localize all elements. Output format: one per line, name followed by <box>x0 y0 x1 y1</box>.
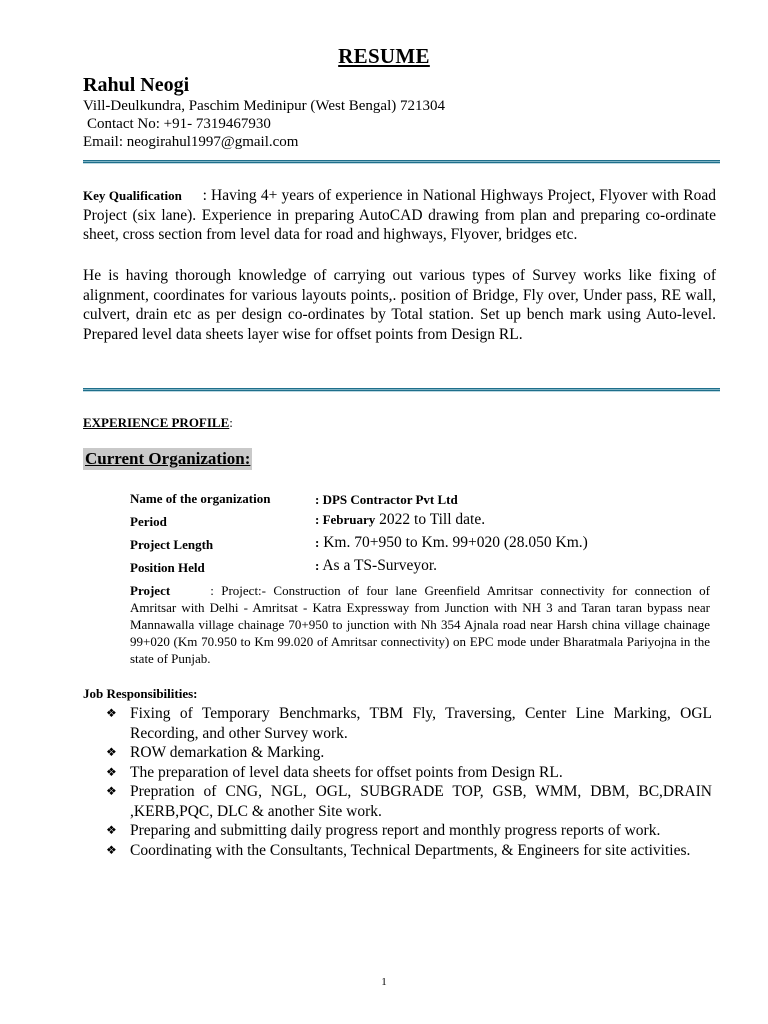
project-text: : Project:- Construction of four lane Greenfield Amritsar connectivity for connection of Amritsar with Delhi - Amritsat - Katra Expressway from Junction with NH 3 and Taran taran bypass near Mannawalla village chainage 70+950 to junction with Nh 354 Ajnala road near Harsh china village chainage 99+020 (Km 70.950 to Km 99.020 of Amritsar connectivity) on EPC mode under Bharatmala Pariyojna in the state of Punjab. <box>130 583 710 666</box>
section-divider <box>83 388 720 392</box>
position-held-value: : As a TS-Surveyor. <box>315 557 438 574</box>
position-held-label: Position Held <box>130 560 205 575</box>
bullet-diamond-icon: ❖ <box>106 745 117 759</box>
list-item: ❖ Prepration of CNG, NGL, OGL, SUBGRADE TOP, GSB, WMM, DBM, BC,DRAIN ,KERB,PQC, DLC & another Site work. <box>106 783 712 820</box>
project-length-label: Project Length <box>130 537 214 552</box>
position-held-bold: : <box>315 558 320 573</box>
page-number: 1 <box>381 976 387 988</box>
project-length-value: : Km. 70+950 to Km. 99+020 (28.050 Km.) <box>315 534 588 551</box>
experience-profile-colon: : <box>229 415 233 430</box>
period-label: Period <box>130 514 167 529</box>
email-line: Email: neogirahul1997@gmail.com <box>83 134 299 150</box>
current-organization-heading: Current Organization: <box>85 449 251 468</box>
list-item: ❖ The preparation of level data sheets for offset points from Design RL. <box>106 763 563 781</box>
bullet-diamond-icon: ❖ <box>106 764 117 779</box>
org-detail-row <box>130 511 730 533</box>
org-name-bold: : DPS Contractor Pvt Ltd <box>315 492 458 507</box>
list-item: ❖ Fixing of Temporary Benchmarks, TBM Fly, Traversing, Center Line Marking, OGL Recording, and other Survey work. <box>106 705 712 742</box>
list-item: ❖ ROW demarkation & Marking. <box>106 744 325 761</box>
candidate-name: Rahul Neogi <box>83 74 190 96</box>
address-line: Vill-Deulkundra, Paschim Medinipur (West Bengal) 721304 <box>83 98 445 114</box>
experience-profile-label: EXPERIENCE PROFILE <box>83 415 230 430</box>
bullet-diamond-icon: ❖ <box>106 784 117 798</box>
project-length-bold: : <box>315 535 320 550</box>
org-detail-row <box>130 557 730 579</box>
experience-profile-heading <box>83 415 233 431</box>
org-detail-row <box>130 534 730 556</box>
bullet-diamond-icon: ❖ <box>106 842 117 857</box>
org-detail-row <box>130 488 730 510</box>
contact-line: Contact No: +91- 7319467930 <box>87 116 271 132</box>
project-description <box>130 582 710 667</box>
list-item: ❖ Preparing and submitting daily progress report and monthly progress reports of work. <box>106 822 661 839</box>
job-responsibilities-heading: Job Responsibilities: <box>83 686 198 701</box>
key-qualification-colon: : <box>202 187 207 204</box>
section-divider <box>83 160 720 164</box>
bullet-diamond-icon: ❖ <box>106 823 117 837</box>
survey-knowledge-paragraph: He is having thorough knowledge of carrying out various types of Survey works like fixing of alignment, coordinates for various layouts points,. position of Bridge, Fly over, Under pass, RE wall, culvert, drain etc as per design co-ordinates by Total station. Set up bench mark using Auto-level. Prepared level data sheets layer wise for offset points from Design RL. <box>83 267 716 343</box>
bullet-diamond-icon: ❖ <box>106 706 117 720</box>
org-name-value <box>315 491 458 509</box>
list-item: ❖ Coordinating with the Consultants, Technical Departments, & Engineers for site activities. <box>106 841 691 859</box>
key-qualification-label: Key Qualification <box>83 188 182 203</box>
document-title: RESUME <box>338 44 430 68</box>
project-label: Project <box>130 583 171 598</box>
period-value: : February 2022 to Till date. <box>315 511 486 528</box>
key-qualification-text: Having 4+ years of experience in National Highways Project, Flyover with Road Project (six lane). Experience in preparing AutoCAD drawing from plan and preparing co-ordinate sheet, cross section from level data for road and highways, Flyover, bridges etc. <box>83 187 717 243</box>
org-name-label: Name of the organization <box>130 491 271 506</box>
period-bold: : February <box>315 512 376 527</box>
responsibilities-list <box>106 704 712 860</box>
key-qualification-paragraph <box>83 186 716 245</box>
